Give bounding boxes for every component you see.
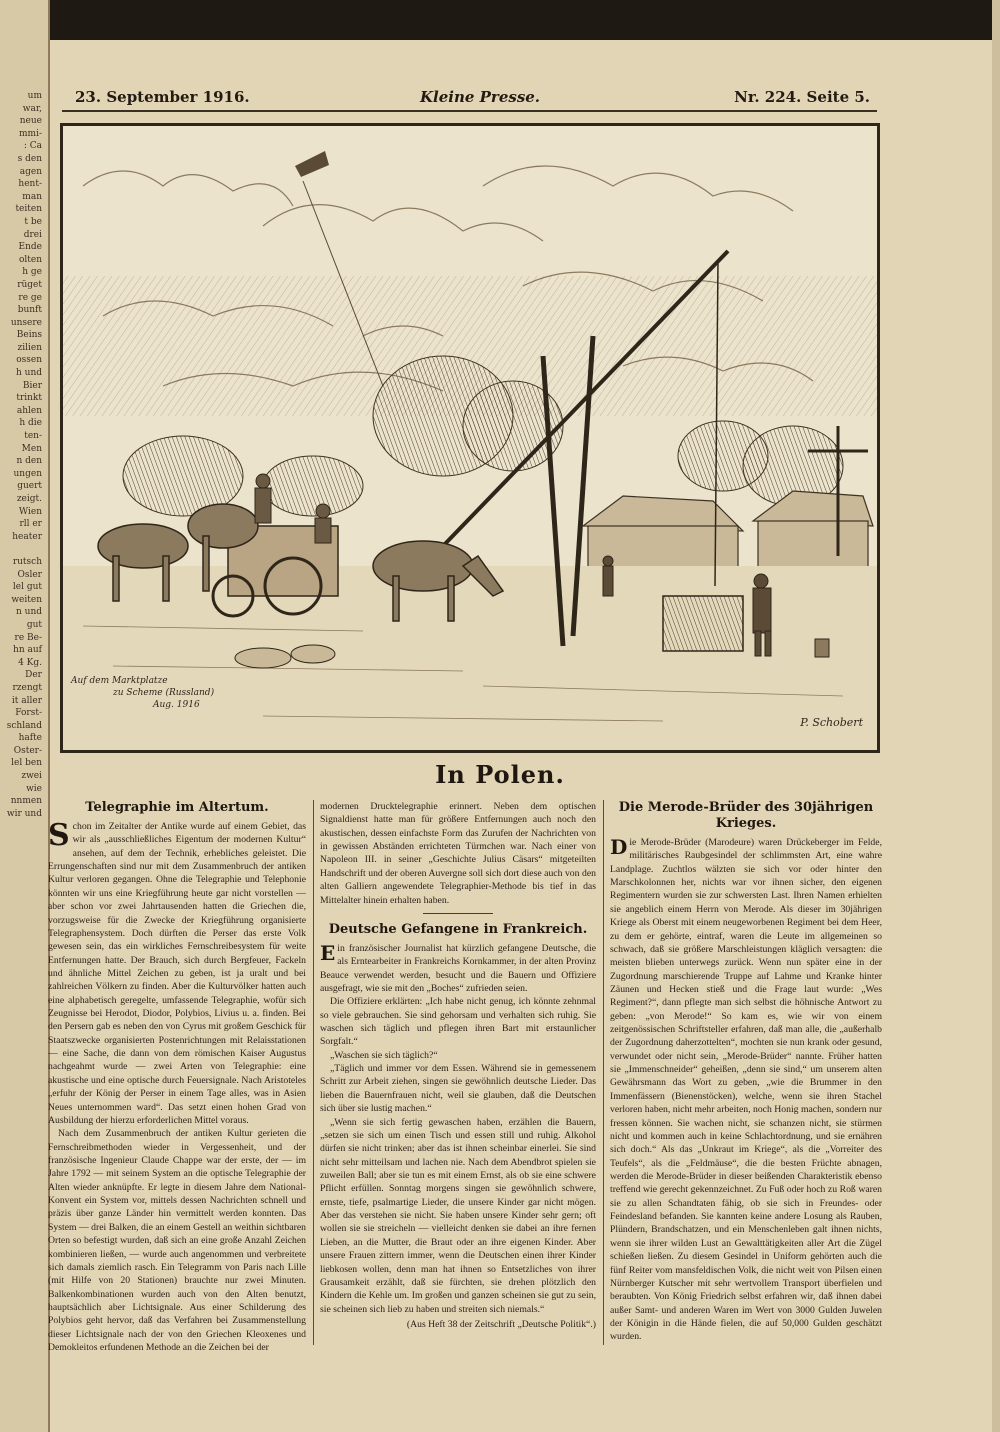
header-date: 23. September 1916. (75, 88, 250, 106)
article-title-telegraphie: Telegraphie im Altertum. (85, 800, 269, 815)
article-paragraph (48, 820, 306, 1127)
column-rule (603, 800, 604, 1345)
illustration-headline: In Polen. (435, 760, 565, 789)
article-paragraph: Nach dem Zusammenbruch der antiken Kultur gerieten die Fernschreibmethoden wieder in Vergessenheit, und der französische Ingenieur Claude Chappe war der erste, der — im Jahre 1792 — mit seinem System an die optische Telegraphie der Alten wieder anknüpfte. Er legte in diesem Jahre dem National-Konvent ein System vor, mittels dessen Nachrichten schnell und präzis über ganze Länder hin vermittelt werden konnten. Das System — drei Balken, die an einem Gestell an weithin sichtbaren Orten so befestigt wurden, daß sich an eine große Anzahl Zeichen kombinieren ließen, — wurde auch angenommen und verbreitete sich damals ziemlich rasch. Ein Telegramm von Paris nach Lille (mit Hilfe von 20 Stationen) brauchte nur zwei Minuten. Balkenkombinationen wurden auch von den Alten benutzt, hauptsächlich aber Lichtsignale. Aus einer Schilderung des Polybios geht hervor, daß das Verfahren bei Zusammenstellung dieser Lichtsignale nach der von den Griechen Kleoxenes und Demokleitos erfundenen Methode an die Zeichen bei der (48, 1128, 306, 1354)
paragraph-text: in französischer Journalist hat kürzlich gefangene Deutsche, die als Erntearbeiter in Frankreichs Kornkammer, in der alten Provinz Beauce verwendet werden, besucht und die Bauern und Offiziere ausgefragt, wie sie mit den „Boches“ zufrieden seien. (320, 942, 596, 994)
column-2 (320, 800, 596, 1331)
article-paragraph: „Waschen sie sich täglich?“ (330, 1049, 438, 1061)
article-paragraph: „Täglich und immer vor dem Essen. Während sie in gemessenem Schritt zur Arbeit ziehen, singen sie gewöhnlich deutsche Lieder. Das lieben die Bauernfrauen nicht, weil sie glauben, daß die Deutschen sich über sie lustig machen.“ (320, 1063, 596, 1115)
article-paragraph: „Wenn sie sich fertig gewaschen haben, erzählen die Bauern, „setzen sie sich um einen Tisch und essen still und ruhig. Alkohol dürfen sie nicht trinken; aber das ist ihnen scheinbar einerlei. Sie sind nicht sehr mitteilsam und lachen nie. Nach dem Abendbrot spielen sie zuweilen Ball; aber sie tun es mit einem Ernst, als ob sie eine schwere Pflicht erfüllen. Sonntag morgens singen sie gewöhnlich schwere, ernste, tiefe, psalmartige Lieder, die unsere Kinder gar nicht mögen. Aber das verstehen sie nicht. Sie haben unsere Kinder sehr gern; oft wollen sie sie streicheln — vielleicht denken sie dabei an ihre fernen Lieben, an die Mutter, die Braut oder an ihre eigenen Kinder. Aber unsere Frauen zittern immer, wenn die Deutschen einen ihrer Kinder liebkosen wollen, denn man hat ihnen so Entsetzliches von ihrer Grausamkeit erzählt, daß sie fürchten, sie drehen plötzlich den Kindern die Kehle um. Im großen und ganzen scheinen sie gut zu sein, sie scheinen sich lieb zu haben und streiten sich niemals.“ (320, 1116, 596, 1315)
adjacent-page-strip (0, 0, 50, 1432)
illustration-signature: P. Schobert (800, 716, 863, 729)
header-rule (62, 110, 877, 112)
drop-cap: S (48, 818, 70, 853)
scan-right-edge (992, 0, 1000, 1432)
drop-cap: E (320, 940, 336, 965)
column-rule (313, 800, 314, 1345)
article-paragraph: Die Offiziere erklärten: „Ich habe nicht genug, ich könnte zehnmal so viele gebrauchen. Sie sind gehorsam und verhalten sich ruhig. Sie waschen sich täglich und pflegen ihren Bart mit erstaunlicher Sorgfalt.“ (320, 996, 596, 1048)
article-paragraph (610, 836, 882, 1344)
illustration-in-polen (60, 123, 880, 753)
article-title-gefangene: Deutsche Gefangene in Frankreich. (328, 921, 588, 937)
column-3 (610, 800, 882, 1344)
header-paper-name: Kleine Presse. (420, 88, 541, 106)
illustration-caption-place: zu Scheme (Russland) (113, 688, 215, 698)
article-title-merode: Die Merode-Brüder des 30jährigen Krieges. (618, 800, 874, 831)
engraving-drawing (63, 126, 877, 750)
drop-cap: D (610, 835, 628, 859)
paragraph-text: chon im Zeitalter der Antike wurde auf einem Gebiet, das wir als „ausschließliches Eigentum der modernen Kultur“ ansehen, auf dem der Technik, erhebliches geleistet. Die Errungenschaften sind nur mit dem Zusammenbruch der antiken Kultur verloren gegangen. Ohne die Telegraphie und Telephonie könnten wir uns eine Kriegführung heute gar nicht vorstellen — aber schon vor zwei Jahrtausenden hatten die Griechen die, vorzugsweise für die Zwecke der Kriegführung organisierte Telegraphensystem. Doch dürften die Perser das erste Volk gewesen sein, das ein wirkliches Fernschreibesystem für weite Entfernungen hatte. Der Brauch, sich durch Bergfeuer, Fackeln und ähnliche Mittel Zeichen zu geben, ist ja uralt und bei zahlreichen Völkern zu finden. Aber die Kulturvölker hatten auch eine alphabetisch geregelte, umfassende Telegraphie, wofür sich Zeugnisse bei Herodot, Diodor, Polybios, Livius u. a. finden. Bei den Persern gab es neben den von Cyrus mit großem Geschick für Staatszwecke organisierten Postenrichtungen mit Relaisstationen — eine Sache, die dann von dem römischen Kaiser Augustus nachgeahmt wurde — zwei Arten von Telegraphie: eine akustische und eine optische durch Feuersignale. Nach Aristoteles „erfuhr der König der Perser in einem Tage alles, was in Asien Neues unternommen ward“. Das setzt einen hohen Grad von Ausbildung der hierzu erforderlichen Mittel voraus. (48, 821, 306, 1126)
article-paragraph: modernen Drucktelegraphie erinnert. Neben dem optischen Signaldienst hatte man für größere Entfernungen auch noch den akustischen, dessen einfachste Form das Zurufen der Nachrichten von in gewissen Abständen errichteten Türmchen war. Nach einer von Napoleon III. in seiner „Geschichte Julius Cäsars“ mitgeteilten Handschrift und der oberen Auvergne soll sich dort diese auch von den alten Galliern angewendete Telegraphier-Methode bis tief in das Mittelalter hinein erhalten haben. (320, 801, 596, 906)
adjacent-page-text: um war, neue mmi- : Ca s den agen hent- man teiten t be drei Ende olten h ge rüget re ge bunft unsere Beins zilien ossen h und Bier trinkt ahlen h die ten- Men n den ungen guert zeigt. Wien rll er heater rutsch Osler lel gut weiten n und gut re Be- hn auf 4 Kg. Der rzengt it aller Forst- schland hafte Oster- lel ben zwei wie nnmen wir und (6, 91, 42, 819)
article-separator (423, 913, 493, 914)
illustration-caption: Auf dem Marktplatze (71, 676, 168, 686)
column-1 (48, 800, 306, 1354)
illustration-caption-date: Aug. 1916 (153, 700, 200, 710)
article-paragraph (320, 942, 596, 995)
article-source: (Aus Heft 38 der Zeitschrift „Deutsche Politik“.) (406, 1318, 596, 1330)
scan-top-edge (0, 0, 1000, 40)
well-box (663, 596, 743, 651)
header-issue-page: Nr. 224. Seite 5. (734, 88, 870, 106)
paragraph-text: ie Merode-Brüder (Marodeure) waren Drückeberger im Felde, militärisches Raubgesindel der schlimmsten Art, eine wahre Landplage. Zuchtlos wälzten sie sich vor oder hinter den Marschkolonnen her, nichts war vor ihnen sicher, den eigenen Regimentern wurden sie zur schwersten Last. Ihren Namen erhielten sie angeblich einem Herrn von Merode. Als dieser im 30jährigen Kriege als Oberst mit einem neugeworbenen Regiment bei dem Heer, zu dem er gehörte, eintraf, waren die Leute im allgemeinen so schwach, daß sie größere Marschleistungen kläglich versagten: die meisten blieben unterwegs zurück. Wenn nun später eine in der Zugordnung marschierende Truppe auf Lahme und Kranke hinter Zäunen und Hecken stieß und die Frage laut wurde: „Wes Regiment?“, dann pflegte man sich selbst die höhnische Antwort zu geben: „von Merode!“ So kam es, wie wir von einem zeitgenössischen Schriftsteller erfahren, daß man alle, die „außerhalb der Zugordnung daherzottelten“, mochten sie nun krank oder gesund, verwundet oder nicht sein, „Merode-Brüder“ nannte. Früher hatten sie „Immenschneider“ geheißen, „denn sie sind,“ um unserem alten Gewährsmann das Wort zu geben, „wie die Brummer in den Immenfässern (Bienenstöcken), welche, wenn sie ihren Stachel verloren haben, nicht mehr arbeiten, noch Honig machen, sondern nur fressen können. Sie wachen nicht, sie schanzen nicht, sie stürmen nicht und kommen auch in keine Schlachtordnung, und sie ernähren sich doch.“ Als das „Unkraut im Kriege“, als die „Vorreiter des Teufels“, als die „Feldmäuse“, die die besten Früchte abnagen, werden die Merode-Brüder in dieser beißenden Charakteristik ebenso treffend wie gerecht gekennzeichnet. Zu Fuß oder hoch zu Roß waren sie zu allen Schandtaten fähig, ob sie sich in Freundes- oder Feindesland befanden. Sie kannten keine andere Losung als Rauben, Plündern, Brandschatzen, und ein Menschenleben galt ihnen nichts, wenn sie ihrer wilden Lust an Gewalttätigkeiten aller Art die Zügel schießen ließen. Zu diesem Gesindel in Uniform gehörten auch die fünf Reiter vom mansfeldischen Volk, die nicht weit von Pilsen einen Nürnberger Kutscher mit sehr wertvollem Transport überfielen und beraubten. Von König Friedrich selbst erfahren wir, daß ihnen dabei außer Samt- und anderen Waren im Wert von 3000 Gulden Juwelen der Königin in die Hände fielen, die auf 50,000 Gulden geschätzt wurden. (610, 837, 882, 1343)
